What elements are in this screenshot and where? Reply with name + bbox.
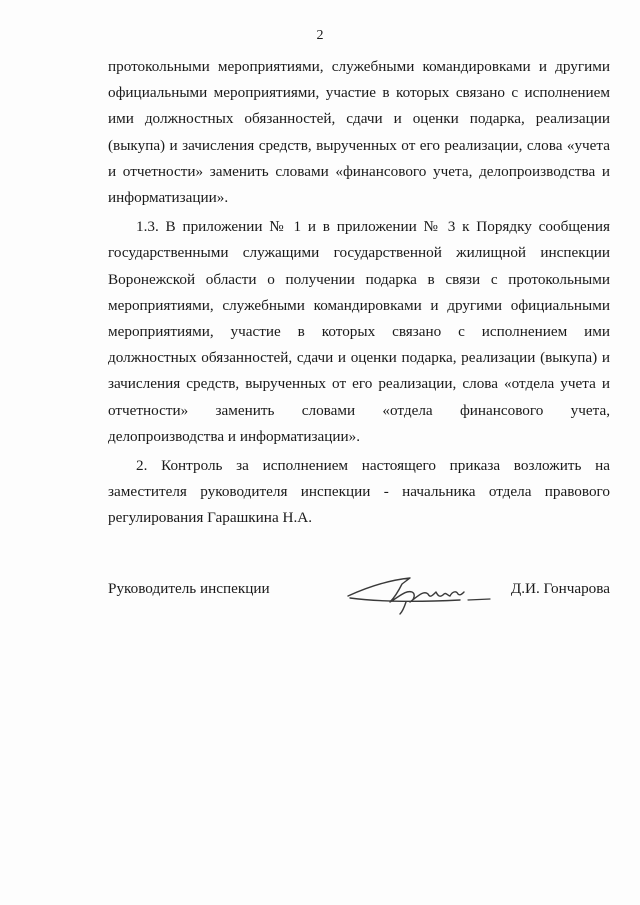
paragraph-2: 2. Контроль за исполнением настоящего приказа возложить на заместителя руководителя инспекции - начальника отдела правового регулирования Гарашкина Н.А. <box>108 457 610 527</box>
signer-title: Руководитель инспекции <box>108 580 270 597</box>
signer-name: Д.И. Гончарова <box>510 580 610 597</box>
page-number: 2 <box>316 28 324 43</box>
paragraph-continuation: протокольными мероприятиями, служебными командировками и другими официальными мероприятиями, участие в которых связано с исполнением ими должностных обязанностей, сдачи и оценки подарка, реализации (выкупа) и зачисления средств, вырученных от его реализации, слова «учета и отчетности» заменить словами «финансового учета, делопроизводства и информатизации». <box>108 58 610 207</box>
paragraph-1-3: 1.3. В приложении № 1 и в приложении № 3 к Порядку сообщения государственными служащими государственной жилищной инспекции Воронежской области о получении подарка в связи с протокольными мероприятиями, служебными командировками и другими официальными мероприятиями, участие в которых связано с исполнением ими должностных обязанностей, сдачи и оценки подарка, реализации (выкупа) и зачисления средств, вырученных от его реализации, слова «отдела учета и отчетности» заменить словами «отдела финансового учета, делопроизводства и информатизации». <box>108 218 610 445</box>
document-body <box>108 54 610 532</box>
handwritten-signature <box>340 566 500 616</box>
signature-block <box>108 578 610 618</box>
